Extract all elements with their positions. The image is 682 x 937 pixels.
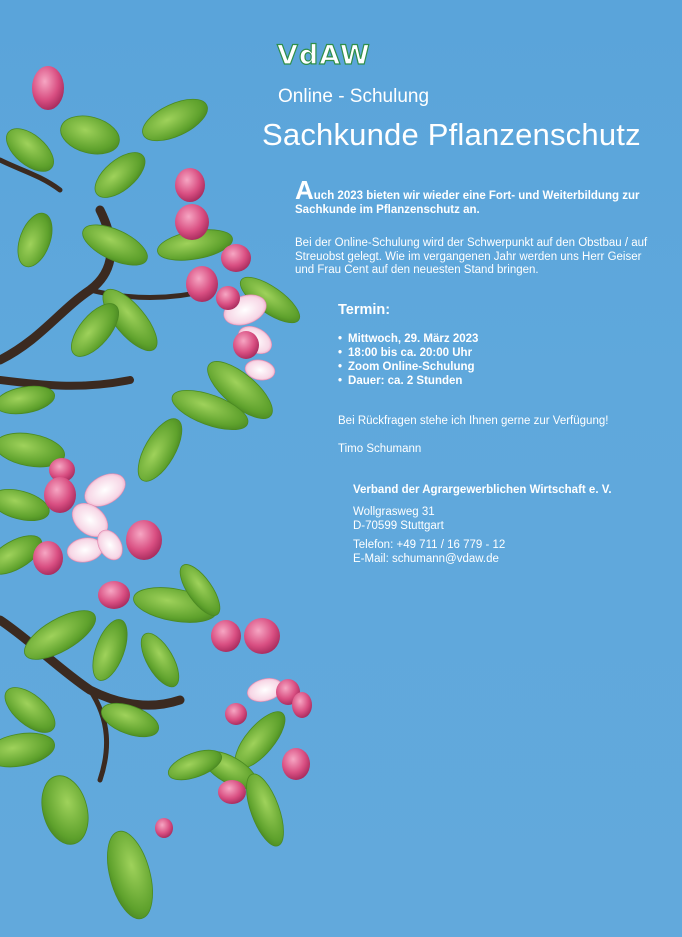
drop-cap: A: [295, 175, 314, 205]
email-address[interactable]: E-Mail: schumann@vdaw.de: [353, 553, 499, 565]
address-street: Wollgrasweg 31: [353, 506, 435, 518]
termin-list: [338, 332, 478, 388]
signature-name: Timo Schumann: [338, 443, 422, 455]
termin-heading: Termin:: [338, 302, 391, 318]
page-title: Sachkunde Pflanzenschutz: [262, 117, 641, 152]
body-paragraph: Bei der Online-Schulung wird der Schwerpunkt auf den Obstbau / auf Streuobst gelegt. Wie im vergangenen Jahr werden uns Herr Geiser und Frau Cent auf den neuesten Stand bringen.: [295, 237, 648, 276]
organization-address: [353, 505, 444, 533]
termin-item-platform: • Zoom Online-Schulung: [338, 360, 478, 374]
address-city: D-70599 Stuttgart: [353, 520, 444, 532]
termin-item-date: • Mittwoch, 29. März 2023: [338, 332, 478, 346]
vdaw-logo: VdAW: [277, 40, 371, 71]
contact-note: Bei Rückfragen stehe ich Ihnen gerne zur Verfügung!: [338, 415, 609, 427]
termin-item-time: • 18:00 bis ca. 20:00 Uhr: [338, 346, 478, 360]
organization-contact: [353, 538, 505, 566]
course-format-subtitle: Online - Schulung: [278, 86, 430, 107]
termin-item-duration: • Dauer: ca. 2 Stunden: [338, 374, 478, 388]
intro-paragraph: [295, 175, 655, 217]
organization-name: Verband der Agrargewerblichen Wirtschaft e. V.: [353, 484, 612, 496]
phone-number: Telefon: +49 711 / 16 779 - 12: [353, 539, 506, 551]
intro-text: uch 2023 bieten wir wieder eine Fort- und Weiterbildung zur Sachkunde im Pflanzenschutz an.: [295, 190, 640, 216]
